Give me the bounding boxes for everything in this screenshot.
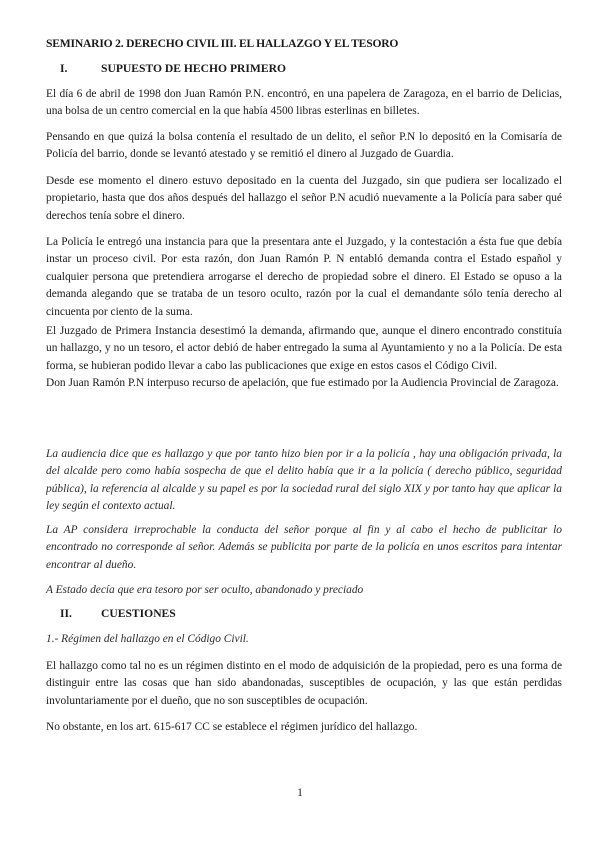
paragraph: Pensando en que quizá la bolsa contenía el resultado de un delito, el señor P.N lo depositó en la Comisaría de Policía del barrio, donde se levantó atestado y se remitió el dinero al Juzgado de Guardia.	[46, 131, 562, 161]
section-title: SUPUESTO DE HECHO PRIMERO	[101, 62, 286, 75]
section-heading-1	[60, 62, 480, 75]
paragraph: La Policía le entregó una instancia para que la presentara ante el Juzgado, y la contestación a ésta fue que debía instar un proceso civil. Por esta razón, don Juan Ramón P. N entabló demanda contra el Estado español y cualquier persona que pretendiera arrogarse el derecho de propiedad sobre el dinero. El Estado se opuso a la demanda alegando que se trataba de un tesoro oculto, razón por la cual el demandante sólo tenía derecho al cincuenta por ciento de la suma.	[46, 236, 562, 318]
annotation-note: A Estado decía que era tesoro por ser oculto, abandonado y preciado	[46, 584, 364, 596]
paragraph: Don Juan Ramón P.N interpuso recurso de apelación, que fue estimado por la Audiencia Provincial de Zaragoza.	[46, 377, 559, 389]
paragraph: El hallazgo como tal no es un régimen distinto en el modo de adquisición de la propiedad, pero es una forma de distinguir entre las cosas que han sido abandonadas, susceptibles de ocupación, y las que están perdidas involuntariamente por el dueño, que no son susceptibles de ocupación.	[46, 660, 562, 707]
section-number: I.	[60, 62, 68, 75]
paragraph: El Juzgado de Primera Instancia desestimó la demanda, afirmando que, aunque el dinero encontrado constituía un hallazgo, y no un tesoro, el actor debió de haber entregado la suma al Ayuntamiento y no a la Policía. De esta forma, se hubieran podido llevar a cabo las publicaciones que exige en estos casos el Código Civil.	[46, 325, 562, 372]
paragraph: Desde ese momento el dinero estuvo depositado en la cuenta del Juzgado, sin que pudiera ser localizado el propietario, hasta que dos años después del hallazgo el señor P.N acudió nuevamente a la Policía para saber qué derechos tenía sobre el dinero.	[46, 175, 562, 222]
annotation-note: La audiencia dice que es hallazgo y que por tanto hizo bien por ir a la policía , hay una obligación privada, la del alcalde pero como había sospecha de que el delito había que ir a la policía ( derecho público, seguridad pública), la referencia al alcalde y su papel es por la sociedad rural del siglo XIX y por tanto hay que aplicar la ley según el contexto actual.	[46, 448, 562, 513]
section-title: CUESTIONES	[101, 607, 176, 620]
paragraph: No obstante, en los art. 615-617 CC se establece el régimen jurídico del hallazgo.	[46, 721, 418, 733]
page-number: 1	[297, 787, 303, 799]
annotation-note: La AP considera irreprochable la conducta del señor porque al fin y al cabo el hecho de publicitar lo encontrado no corresponde al señor. Además se publicita por parte de la policía en unos escritos para intentar encontrar al dueño.	[46, 524, 562, 571]
section-number: II.	[60, 607, 72, 620]
section-heading-2	[60, 607, 480, 620]
paragraph: El día 6 de abril de 1998 don Juan Ramón P.N. encontró, en una papelera de Zaragoza, en el barrio de Delicias, una bolsa de un centro comercial en la que había 4500 libras esterlinas en billetes.	[46, 88, 562, 118]
document-title: SEMINARIO 2. DERECHO CIVIL III. EL HALLAZGO Y EL TESORO	[46, 37, 399, 50]
question-heading: 1.- Régimen del hallazgo en el Código Civil.	[46, 633, 249, 645]
